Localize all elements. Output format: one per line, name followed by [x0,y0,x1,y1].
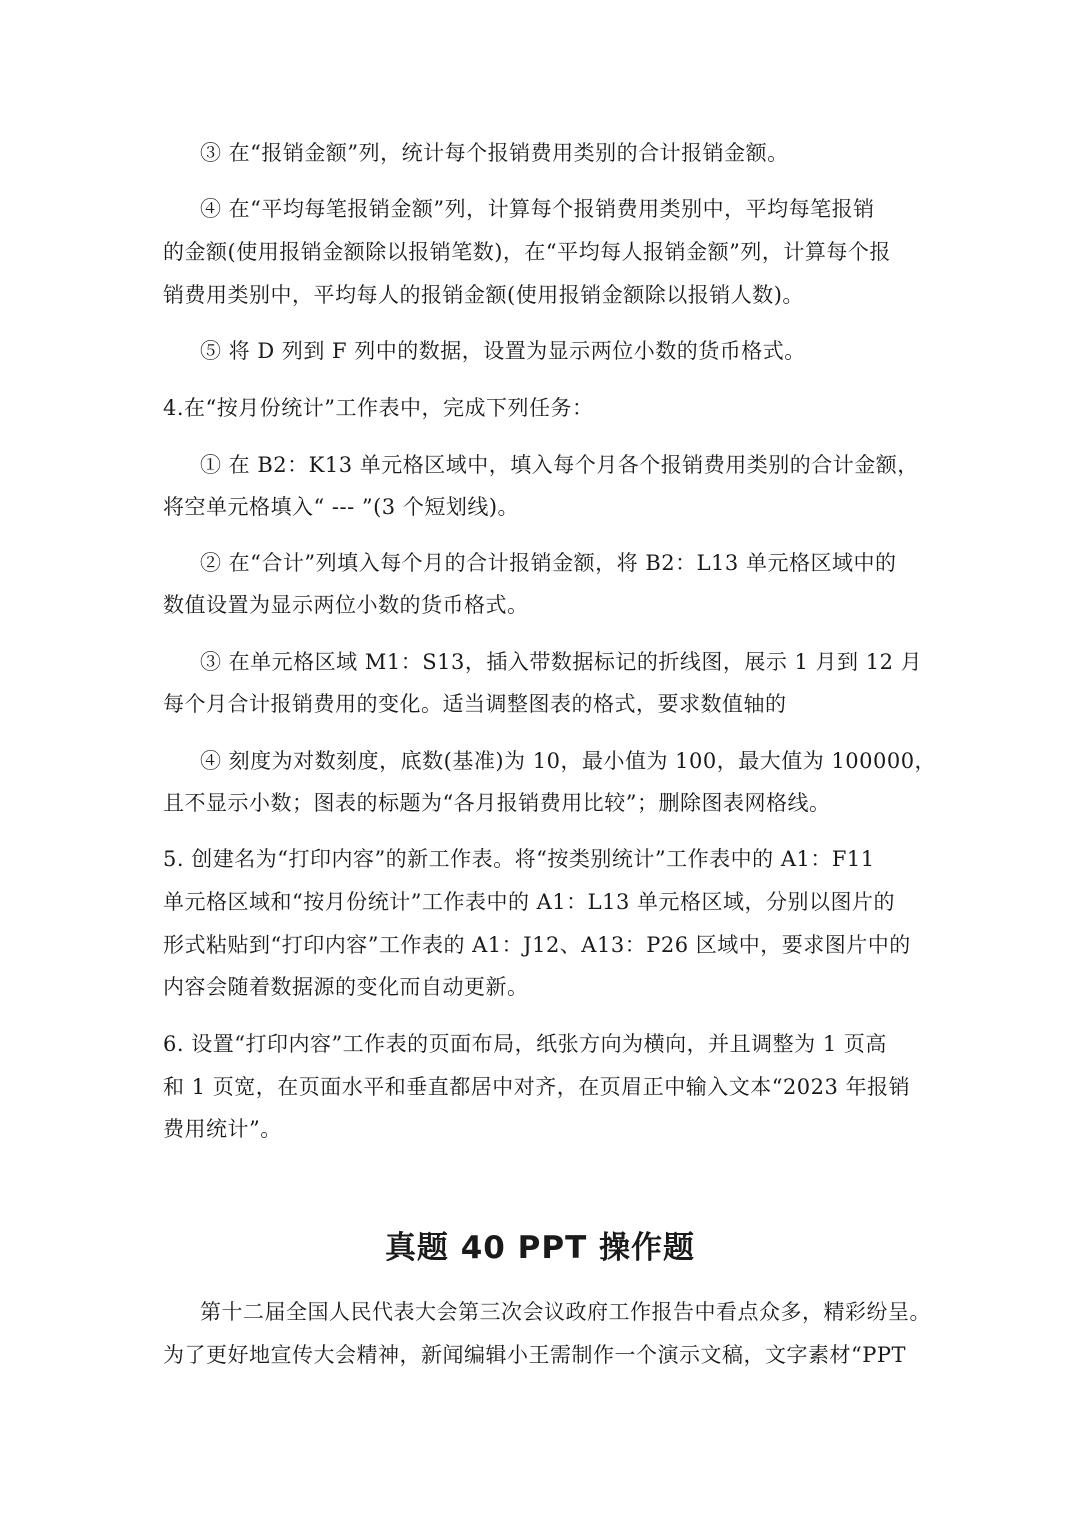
task-4-3-line-2: 每个月合计报销费用的变化。适当调整图表的格式，要求数值轴的 [163,692,787,716]
task-3-3: ③ 在“报销金额”列，统计每个报销费用类别的合计报销金额。 [200,141,789,165]
task-3-4-line-3: 销费用类别中，平均每人的报销金额(使用报销金额除以报销人数)。 [163,283,804,307]
task-3-4-line-1: ④ 在“平均每笔报销金额”列，计算每个报销费用类别中，平均每笔报销 [200,197,875,221]
section-heading: 真题 40 PPT 操作题 [384,1230,696,1266]
section-4-title: 4.在“按月份统计”工作表中，完成下列任务： [163,396,594,420]
section-6-line-1: 6. 设置“打印内容”工作表的页面布局，纸张方向为横向，并且调整为 1 页高 [163,1032,887,1056]
section-5-line-4: 内容会随着数据源的变化而自动更新。 [163,975,529,999]
section-6-line-3: 费用统计”。 [163,1117,282,1141]
task-4-1-line-1: ① 在 B2：K13 单元格区域中，填入每个月各个报销费用类别的合计金额， [200,453,919,477]
task-3-4-line-2: 的金额(使用报销金额除以报销笔数)，在“平均每人报销金额”列，计算每个报 [163,240,891,264]
task-4-2-line-2: 数值设置为显示两位小数的货币格式。 [163,593,529,617]
task-4-4-line-2: 且不显示小数；图表的标题为“各月报销费用比较”；删除图表网格线。 [163,791,831,815]
section-6-line-2: 和 1 页宽，在页面水平和垂直都居中对齐，在页眉正中输入文本“2023 年报销 [163,1075,911,1099]
section-5-line-1: 5. 创建名为“打印内容”的新工作表。将“按类别统计”工作表中的 A1：F11 [163,847,875,871]
section-5-line-2: 单元格区域和“按月份统计”工作表中的 A1：L13 单元格区域，分别以图片的 [163,890,896,914]
task-4-3-line-1: ③ 在单元格区域 M1：S13，插入带数据标记的折线图，展示 1 月到 12 月 [200,650,923,674]
section-5-line-3: 形式粘贴到“打印内容”工作表的 A1：J12、A13：P26 区域中，要求图片中的 [163,933,911,957]
task-4-4-line-1: ④ 刻度为对数刻度，底数(基准)为 10，最小值为 100，最大值为 100000， [200,749,937,773]
task-4-1-line-2: 将空单元格填入“ --- ”(3 个短划线)。 [163,495,520,519]
task-4-2-line-1: ② 在“合计”列填入每个月的合计报销金额，将 B2：L13 单元格区域中的 [200,551,897,575]
task-3-5: ⑤ 将 D 列到 F 列中的数据，设置为显示两位小数的货币格式。 [200,339,806,363]
intro-line-1: 第十二届全国人民代表大会第三次会议政府工作报告中看点众多，精彩纷呈。 [200,1300,931,1324]
intro-line-2: 为了更好地宣传大会精神，新闻编辑小王需制作一个演示文稿，文字素材“PPT [163,1343,906,1367]
